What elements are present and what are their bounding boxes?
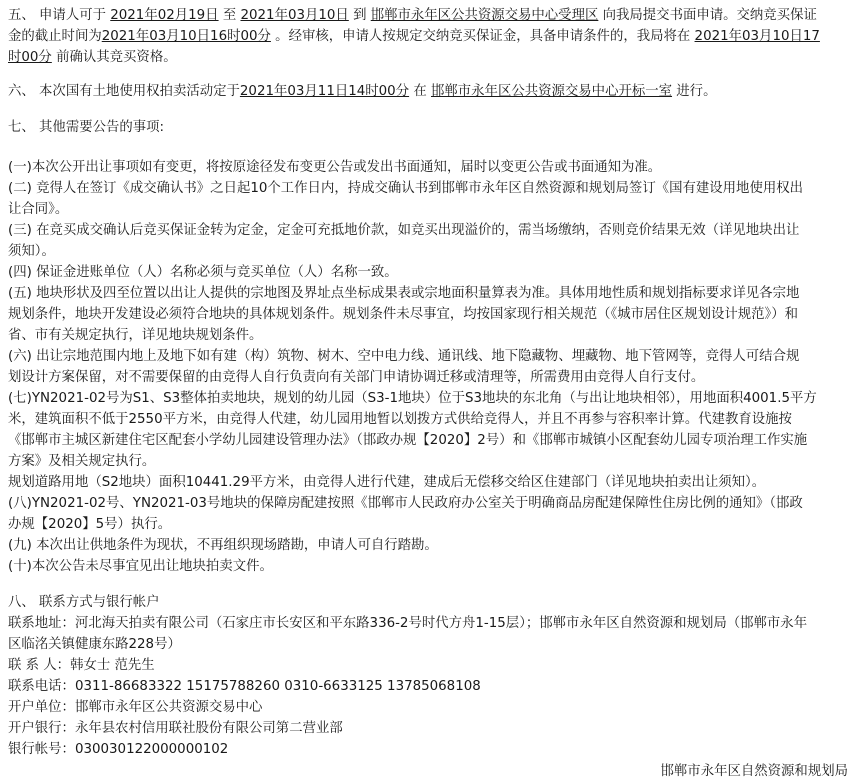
section-7-title: 七、 其他需要公告的事项: (8, 120, 165, 135)
section-7-line: 规划道路用地（S2地块）面积10441.29平方米，由竞得人进行代建，建成后无偿移交给区住建部门（详见地块拍卖出让须知）。 (8, 475, 766, 490)
section-7-line: (五) 地块形状及四至位置以出让人提供的宗地图及界址点坐标成果表或宗地面积量算表为准。具体用地性质和规划指标要求详见各宗地 (8, 286, 800, 301)
section-7-line: (二) 竞得人在签订《成交确认书》之日起10个工作日内，持成交确认书到邯郸市永年区自然资源和规划局签订《国有建设用地使用权出 (8, 181, 804, 196)
section-5-line-2: 金的截止时间为2021年03月10日16时00分 。经审核，申请人按规定交纳竞买保证金，具备申请条件的，我局将在 2021年03月10日17 (8, 29, 820, 44)
section-8-title: 八、 联系方式与银行帐户 (8, 595, 160, 610)
section-7-line: 规划条件，地块开发建设必须符合地块的具体规划条件。规划条件未尽事宜，均按国家现行相关规范（《城市居住区规划设计规范》）和 (8, 307, 799, 322)
application-end-date: 2021年03月10日 (240, 8, 349, 23)
section-7-line: 米，建筑面积不低于2550平方米，由竞得人代建，幼儿园用地暂以划拨方式供给竞得人，并且不再参与容积率计算。代建教育设施按 (8, 412, 792, 427)
contact-phone: 联系电话：0311-86683322 15175788260 0310-6633125 13785068108 (8, 679, 481, 694)
section-5-line-1: 五、 申请人可于 2021年02月19日 至 2021年03月10日 到 邯郸市永年区公共资源交易中心受理区 向我局提交书面申请。交纳竞买保证 (8, 8, 817, 23)
section-6-line: 六、 本次国有土地使用权拍卖活动定于2021年03月11日14时00分 在 邯郸市永年区公共资源交易中心开标一室 进行。 (8, 84, 717, 99)
confirm-time-part-2: 时00分 (8, 50, 52, 65)
section-7-line: (九) 本次出让供地条件为现状，不再组织现场踏勘，申请人可自行踏勘。 (8, 538, 438, 553)
section-7-line: (十)本次公告未尽事宜见出让地块拍卖文件。 (8, 559, 273, 574)
issuer-signature: 邯郸市永年区自然资源和规划局 (660, 764, 848, 779)
confirm-time-part-1: 2021年03月10日17 (694, 29, 820, 44)
deposit-deadline: 2021年03月10日16时00分 (101, 29, 271, 44)
auction-place: 邯郸市永年区公共资源交易中心开标一室 (431, 84, 673, 99)
section-7-line: 《邯郸市主城区新建住宅区配套小学幼儿园建设管理办法》（邯政办规【2020】2号）和《邯郸市城镇小区配套幼儿园专项治理工作实施 (8, 433, 808, 448)
section-7-line: 省、市有关规定执行，详见地块规划条件。 (8, 328, 263, 343)
section-5-line-3: 时00分 前确认其竞买资格。 (8, 50, 177, 65)
section-7-line: 须知）。 (8, 244, 55, 259)
section-7-line: 让合同》。 (8, 202, 69, 217)
section-7-line: 办规【2020】5号）执行。 (8, 517, 172, 532)
auction-time: 2021年03月11日14时00分 (239, 84, 410, 99)
section-7-line: 划设计方案保留，对不需要保留的由竞得人自行负责向有关部门申请协调迁移或清理等，所需费用由竞得人自行支付。 (8, 370, 705, 385)
bank-name: 开户银行：永年县农村信用联社股份有限公司第二营业部 (8, 721, 343, 736)
contact-person: 联 系 人：韩女士 范先生 (8, 658, 155, 673)
section-7-line: (八)YN2021-02号、YN2021-03号地块的保障房配建按照《邯郸市人民政府办公室关于明确商品房配建保障性住房比例的通知》（邯政 (8, 496, 803, 511)
section-7-line: (三) 在竞买成交确认后竞买保证金转为定金，定金可充抵地价款，如竞买出现溢价的，需当场缴纳，否则竞价结果无效（详见地块出让 (8, 223, 800, 238)
contact-address: 联系地址：河北海天拍卖有限公司（石家庄市长安区和平东路336-2号时代方舟1-15层）；邯郸市永年区自然资源和规划局（邯郸市永年 (8, 616, 808, 631)
section-7-line: (四) 保证金进账单位（人）名称必须与竞买单位（人）名称一致。 (8, 265, 398, 280)
section-7-line: (七)YN2021-02号为S1、S3整体拍卖地块，规划的幼儿园（S3-1地块）位于S3地块的东北角（与出让地块相邻），用地面积4001.5平方 (8, 391, 817, 406)
application-place: 邯郸市永年区公共资源交易中心受理区 (370, 8, 599, 23)
section-7-line: (六) 出让宗地范围内地上及地下如有建（构）筑物、树木、空中电力线、通讯线、地下隐藏物、埋藏物、地下管网等，竞得人可结合规 (8, 349, 800, 364)
application-start-date: 2021年02月19日 (110, 8, 219, 23)
bank-account-number: 银行帐号：030030122000000102 (8, 742, 229, 757)
account-holder: 开户单位：邯郸市永年区公共资源交易中心 (8, 700, 263, 715)
section-7-line: (一)本次公开出让事项如有变更，将按原途径发布变更公告或发出书面通知，届时以变更公告或书面通知为准。 (8, 160, 662, 175)
contact-address-cont: 区临洺关镇健康东路228号） (8, 637, 181, 652)
section-7-line: 方案》及相关规定执行。 (8, 454, 156, 469)
